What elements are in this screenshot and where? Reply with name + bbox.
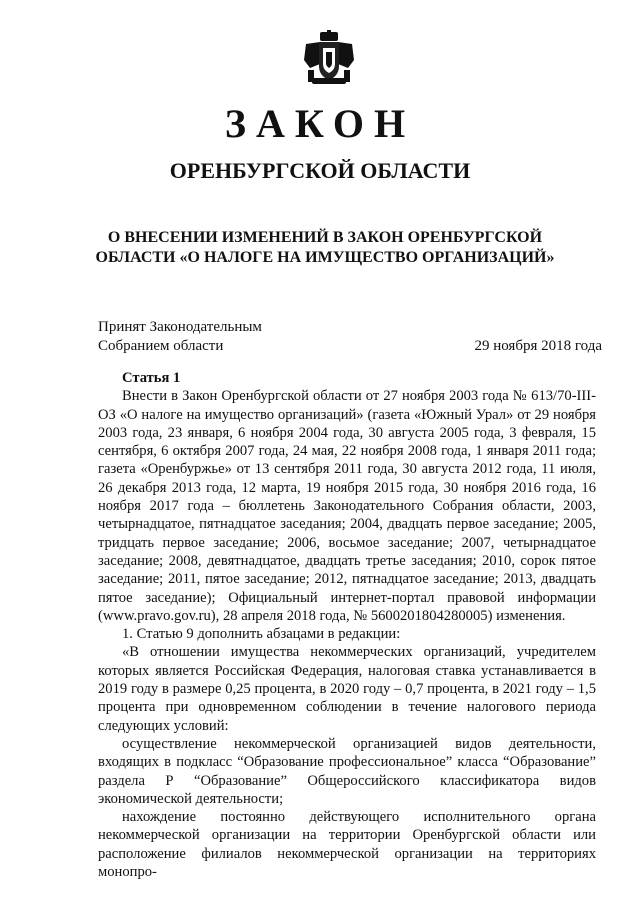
adoption-line-1: Принят Законодательным xyxy=(98,319,262,335)
adoption-info xyxy=(98,318,262,356)
law-title: ЗАКОН xyxy=(224,101,416,146)
region-title: ОРЕНБУРГСКОЙ ОБЛАСТИ xyxy=(169,158,471,183)
adoption-date: 29 ноября 2018 года xyxy=(474,338,602,354)
paragraph: нахождение постоянно действующего исполнительного органа некоммерческой организации на территории Оренбургской области или расположение филиалов некоммерческой организации на территориях монопро- xyxy=(98,809,596,881)
article-heading: Статья 1 xyxy=(122,370,181,386)
paragraph: 1. Статью 9 дополнить абзацами в редакции: xyxy=(122,626,401,643)
law-subject: О ВНЕСЕНИИ ИЗМЕНЕНИЙ В ЗАКОН ОРЕНБУРГСКОЙ ОБЛАСТИ «О НАЛОГЕ НА ИМУЩЕСТВО ОРГАНИЗАЦИЙ» xyxy=(95,229,555,266)
paragraph: Внести в Закон Оренбургской области от 27 ноября 2003 года № 613/70-III-ОЗ «О налоге на имущество организаций» (газета «Южный Урал» от 29 ноября 2003 года, 23 января, 6 ноября 2004 года, 30 августа 2005 года, 3 февраля, 15 сентября, 6 октября 2007 года, 24 мая, 22 ноября 2008 года, 1 января 2011 года; газета «Оренбуржье» от 13 сентября 2011 года, 30 августа 2012 года, 11 июля, 26 декабря 2013 года, 12 марта, 19 ноября 2015 года, 30 ноября 2016 года, 16 ноября 2017 года – бюллетень Законодательного Собрания области, 2003, четырнадцатое, пятнадцатое заседания; 2004, двадцать первое заседание; 2005, тридцать первое заседание; 2006, восьмое заседание; 2007, четырнадцатое заседание; 2008, девятнадцатое, двадцать третье заседания; 2010, сорок пятое заседание; 2011, пятое заседание; 2012, пятнадцатое заседание; 2013, двадцать пятое заседание); Официальный интернет-портал правовой информации (www.pravo.gov.ru), 28 апреля 2018 года, № 5600201804280005) изменения. xyxy=(98,388,596,624)
article-body xyxy=(98,369,596,881)
adoption-line-2: Собранием области xyxy=(98,338,224,354)
coat-of-arms-icon xyxy=(302,30,356,88)
paragraph: осуществление некоммерческой организацией видов деятельности, входящих в подкласс “Образование профессиональное” класса “Образование” раздела Р “Образование” Общероссийского классификатора видов экономической деятельности; xyxy=(98,735,596,807)
paragraph: «В отношении имущества некоммерческих организаций, учредителем которых является Российская Федерация, налоговая ставка устанавливается в 2019 году в размере 0,25 процента, в 2020 году – 0,7 процента, в 2021 году – 1,5 процента при одновременном соблюдении в течение налогового периода следующих условий: xyxy=(98,644,596,734)
